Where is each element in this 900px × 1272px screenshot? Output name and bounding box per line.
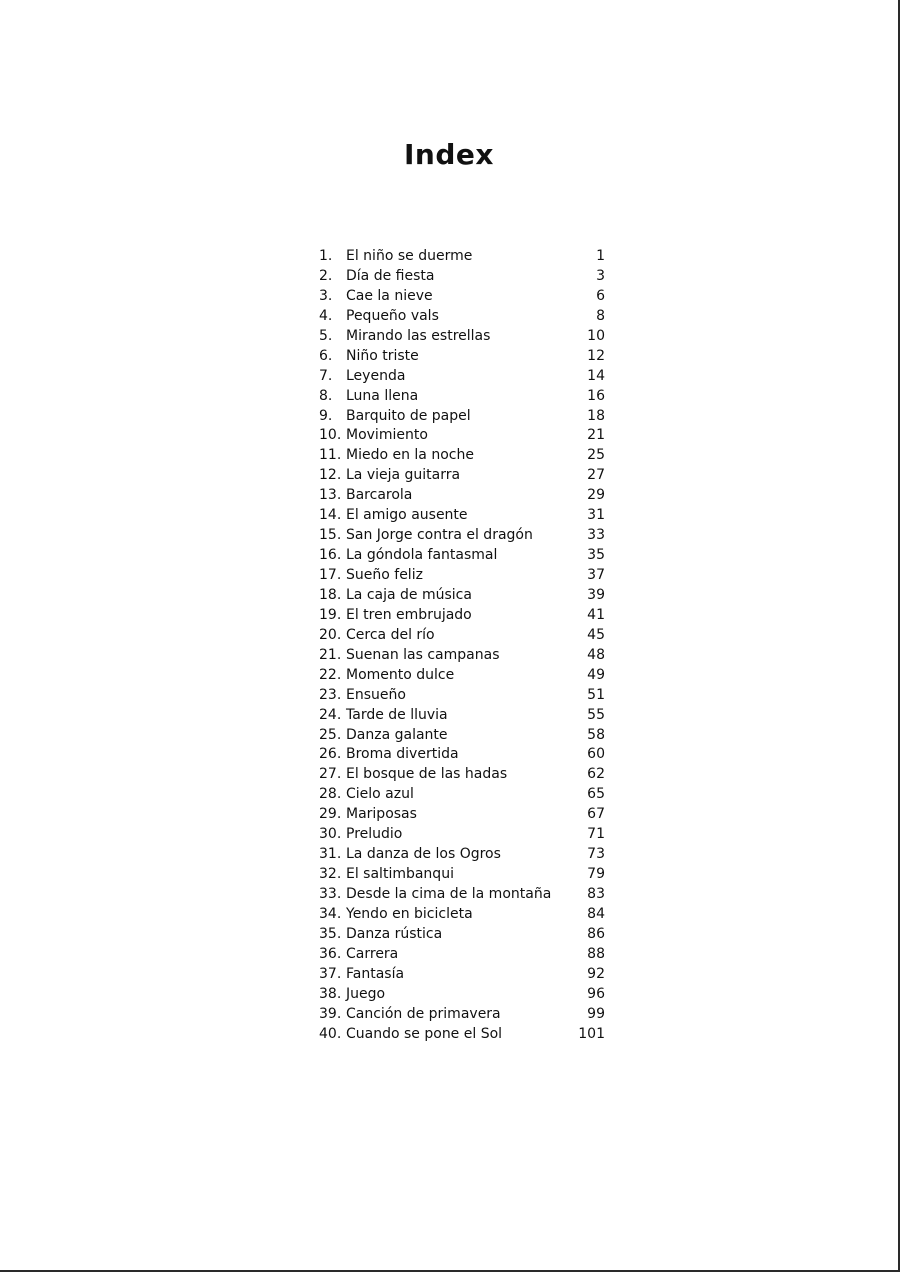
entry-title: Niño triste [346, 347, 419, 364]
entry-title: Cerca del río [346, 626, 435, 643]
entry-page-number: 79 [587, 866, 605, 883]
entry-number: 8. [319, 387, 333, 404]
entry-page-number: 6 [596, 287, 605, 304]
entry-page-number: 45 [587, 626, 605, 643]
entry-page-number: 16 [587, 387, 605, 404]
entry-page-number: 37 [587, 567, 605, 583]
index-entry [319, 585, 607, 605]
entry-number: 17. [319, 567, 342, 583]
entry-number: 28. [319, 786, 342, 803]
entry-page-number: 101 [578, 1025, 605, 1042]
index-entry [319, 485, 607, 505]
entry-number: 7. [319, 367, 333, 384]
entry-title: Luna llena [346, 387, 419, 404]
index-entry [319, 505, 607, 525]
entry-page-number: 48 [587, 646, 605, 663]
entry-page-number: 99 [587, 1005, 605, 1022]
index-entry [319, 625, 607, 645]
entry-page-number: 3 [596, 267, 605, 284]
entry-title: Cuando se pone el Sol [346, 1025, 503, 1042]
entry-title: Preludio [346, 826, 403, 843]
entry-title: Tarde de lluvia [346, 706, 448, 723]
entry-page-number: 31 [587, 507, 605, 524]
entry-title: Barquito de papel [346, 407, 471, 424]
entry-title: Movimiento [346, 427, 428, 444]
entry-number: 1. [319, 248, 333, 264]
entry-page-number: 35 [587, 547, 605, 564]
entry-title: La góndola fantasmal [346, 547, 498, 564]
entry-title: Yendo en bicicleta [346, 905, 473, 922]
entry-number: 36. [319, 945, 342, 962]
index-entry [319, 445, 607, 465]
entry-page-number: 55 [587, 706, 605, 723]
entry-number: 12. [319, 467, 342, 484]
entry-title: Cae la nieve [346, 287, 433, 304]
entry-number: 25. [319, 726, 342, 743]
entry-title: La danza de los Ogros [346, 846, 501, 863]
index-entry [319, 784, 607, 804]
index-entry [319, 286, 607, 306]
entry-number: 37. [319, 965, 342, 982]
entry-page-number: 27 [587, 467, 605, 484]
index-entry [319, 406, 607, 426]
index-entry [319, 425, 607, 445]
entry-page-number: 88 [587, 945, 605, 962]
entry-page-number: 18 [587, 407, 605, 424]
index-entry [319, 944, 607, 964]
entry-page-number: 8 [596, 307, 605, 324]
entry-page-number: 39 [587, 586, 605, 603]
entry-number: 10. [319, 427, 342, 444]
entry-title: Ensueño [346, 686, 406, 703]
entry-number: 19. [319, 606, 342, 623]
index-entry [319, 744, 607, 764]
entry-page-number: 29 [587, 487, 605, 504]
entry-page-number: 67 [587, 806, 605, 823]
index-entry [319, 705, 607, 725]
index-entry [319, 465, 607, 485]
index-entry [319, 366, 607, 386]
index-entry [319, 605, 607, 625]
entry-title: Leyenda [346, 367, 406, 384]
entry-number: 40. [319, 1025, 342, 1042]
index-entry [319, 725, 607, 745]
index-entry [319, 525, 607, 545]
entry-number: 22. [319, 666, 342, 683]
entry-title: Juego [346, 985, 386, 1002]
entry-number: 21. [319, 646, 342, 663]
entry-title: Día de fiesta [346, 267, 435, 284]
entry-title: Mirando las estrellas [346, 327, 491, 344]
entry-title: Momento dulce [346, 666, 455, 683]
entry-title: Broma divertida [346, 746, 459, 763]
index-entry [319, 1004, 607, 1024]
entry-page-number: 83 [587, 886, 605, 902]
entry-title: Carrera [346, 945, 399, 962]
index-entry [319, 924, 607, 944]
index-entry [319, 665, 607, 685]
entry-title: Canción de primavera [346, 1005, 501, 1022]
entry-title: Cielo azul [346, 786, 414, 803]
entry-page-number: 10 [587, 327, 605, 344]
entry-title: Barcarola [346, 487, 413, 504]
index-entry [319, 326, 607, 346]
index-entry [319, 645, 607, 665]
entry-title: El amigo ausente [346, 507, 468, 524]
entry-number: 27. [319, 766, 342, 783]
entry-number: 32. [319, 866, 342, 883]
page-title: Index [404, 138, 494, 171]
index-entry [319, 844, 607, 864]
entry-page-number: 21 [587, 427, 605, 444]
entry-title: Danza rústica [346, 925, 443, 942]
entry-page-number: 73 [587, 846, 605, 863]
index-entry [319, 246, 607, 266]
entry-number: 13. [319, 487, 342, 504]
entry-title: Danza galante [346, 726, 448, 743]
entry-page-number: 33 [587, 527, 605, 544]
entry-title: Mariposas [346, 806, 417, 823]
entry-number: 2. [319, 267, 333, 284]
entry-page-number: 41 [587, 606, 605, 623]
index-entry [319, 864, 607, 884]
index-list [319, 246, 607, 1044]
entry-number: 39. [319, 1005, 342, 1022]
entry-number: 34. [319, 905, 342, 922]
entry-page-number: 58 [587, 726, 605, 743]
entry-page-number: 60 [587, 746, 605, 763]
entry-title: El saltimbanqui [346, 866, 454, 883]
index-entry [319, 804, 607, 824]
entry-title: El niño se duerme [346, 248, 473, 264]
entry-title: La vieja guitarra [346, 467, 461, 484]
entry-number: 26. [319, 746, 342, 763]
entry-number: 29. [319, 806, 342, 823]
entry-number: 24. [319, 706, 342, 723]
index-entry [319, 685, 607, 705]
entry-number: 30. [319, 826, 342, 843]
index-entry [319, 904, 607, 924]
entry-number: 16. [319, 547, 342, 564]
entry-title: Miedo en la noche [346, 447, 474, 464]
index-entry [319, 386, 607, 406]
entry-title: Desde la cima de la montaña [346, 886, 552, 902]
entry-page-number: 86 [587, 925, 605, 942]
entry-number: 31. [319, 846, 342, 863]
index-entry [319, 764, 607, 784]
entry-title: El bosque de las hadas [346, 766, 508, 783]
index-entry [319, 306, 607, 326]
index-entry [319, 964, 607, 984]
entry-number: 11. [319, 447, 342, 464]
entry-number: 9. [319, 407, 333, 424]
entry-number: 33. [319, 886, 342, 902]
entry-page-number: 71 [587, 826, 605, 843]
entry-title: Sueño feliz [346, 567, 423, 583]
entry-number: 5. [319, 327, 333, 344]
entry-page-number: 1 [596, 248, 605, 264]
index-entry [319, 824, 607, 844]
entry-title: El tren embrujado [346, 606, 472, 623]
entry-number: 6. [319, 347, 333, 364]
entry-title: Suenan las campanas [346, 646, 500, 663]
entry-number: 18. [319, 586, 342, 603]
entry-title: Pequeño vals [346, 307, 439, 324]
entry-title: La caja de música [346, 586, 472, 603]
index-entry [319, 346, 607, 366]
entry-page-number: 14 [587, 367, 605, 384]
entry-page-number: 62 [587, 766, 605, 783]
entry-page-number: 12 [587, 347, 605, 364]
index-entry [319, 984, 607, 1004]
entry-number: 14. [319, 507, 342, 524]
entry-number: 23. [319, 686, 342, 703]
entry-page-number: 25 [587, 447, 605, 464]
entry-title: San Jorge contra el dragón [346, 527, 533, 544]
index-entry [319, 266, 607, 286]
entry-page-number: 84 [587, 905, 605, 922]
entry-title: Fantasía [346, 965, 405, 982]
index-entry [319, 545, 607, 565]
index-entry [319, 884, 607, 904]
entry-number: 3. [319, 287, 333, 304]
index-entry [319, 1024, 607, 1044]
entry-number: 38. [319, 985, 342, 1002]
entry-number: 35. [319, 925, 342, 942]
entry-page-number: 51 [587, 686, 605, 703]
entry-number: 20. [319, 626, 342, 643]
index-entry [319, 565, 607, 585]
entry-page-number: 65 [587, 786, 605, 803]
entry-page-number: 49 [587, 666, 605, 683]
entry-page-number: 92 [587, 965, 605, 982]
entry-page-number: 96 [587, 985, 605, 1002]
entry-number: 4. [319, 307, 333, 324]
entry-number: 15. [319, 527, 342, 544]
